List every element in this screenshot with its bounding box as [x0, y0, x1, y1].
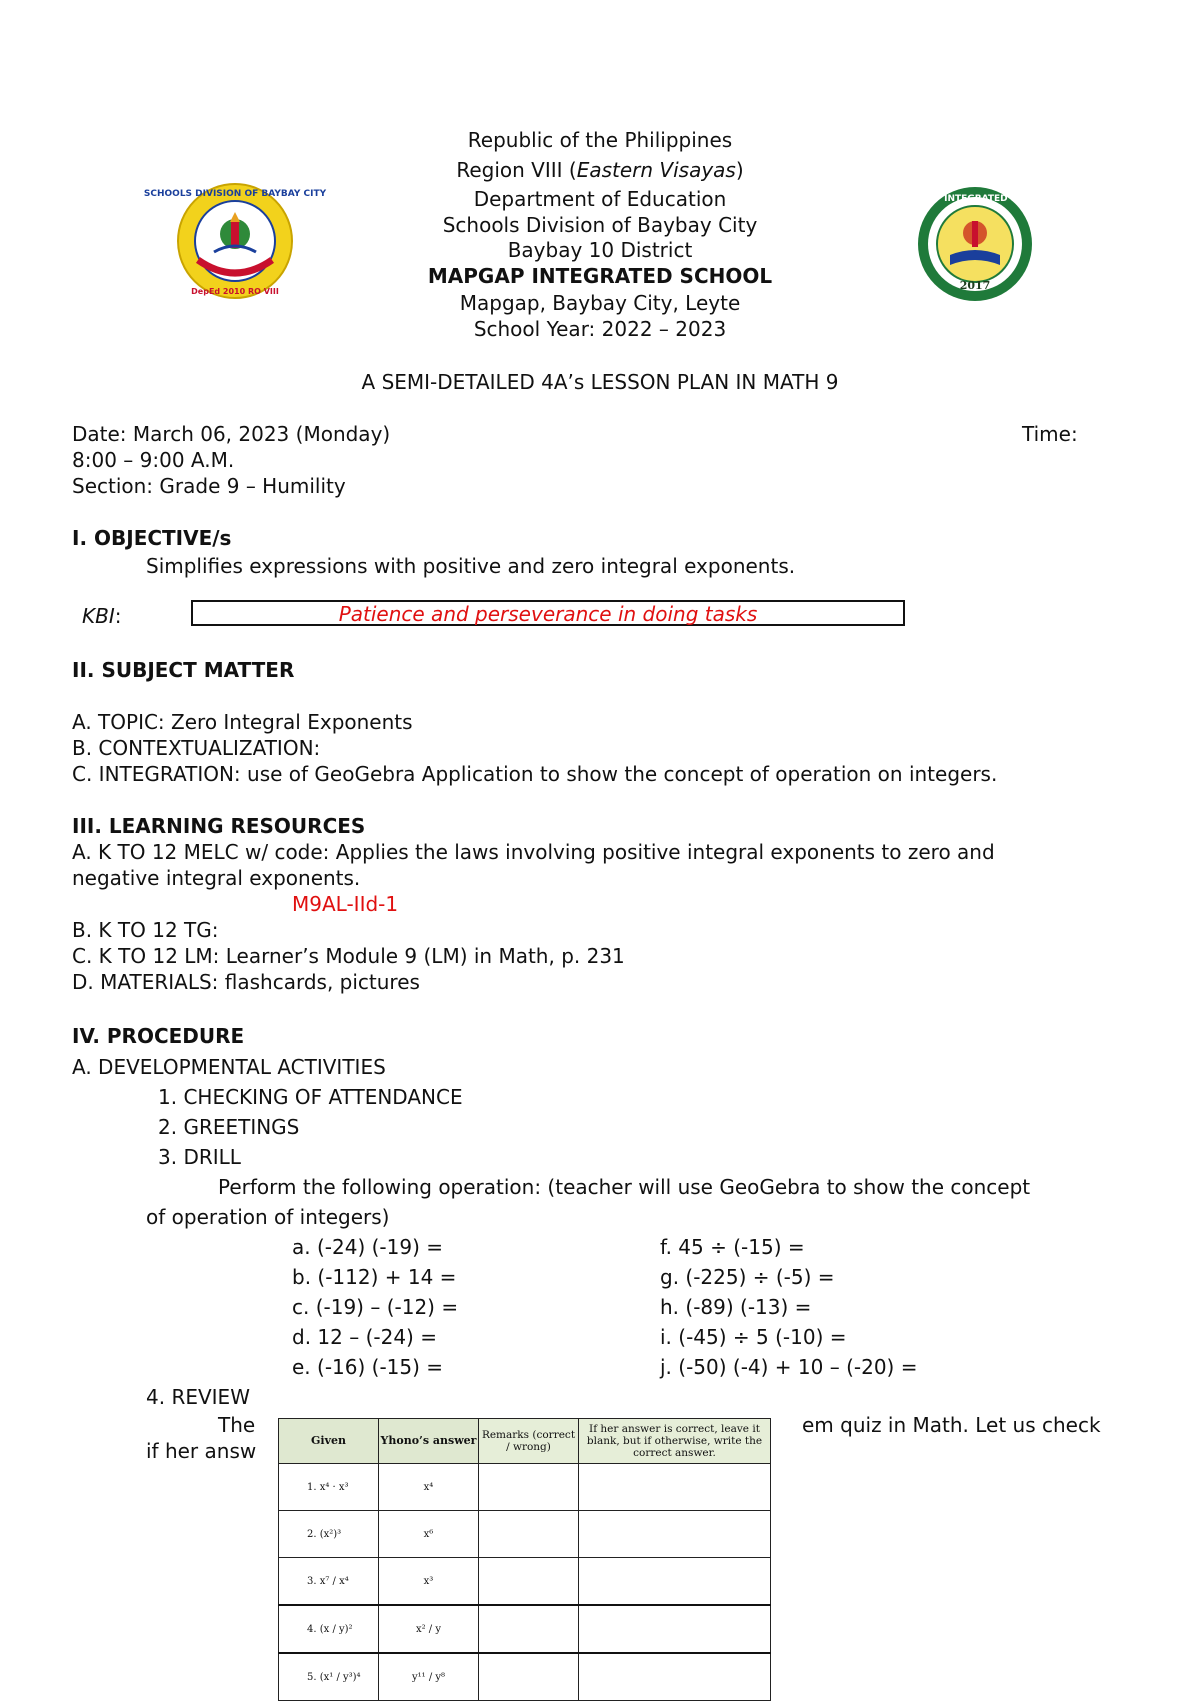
step-attendance: 1. CHECKING OF ATTENDANCE	[158, 1085, 463, 1109]
objectives-heading: I. OBJECTIVE/s	[72, 526, 232, 550]
correction-cell	[579, 1511, 771, 1558]
answer-cell: x⁴	[379, 1464, 479, 1511]
drill-item: h. (-89) (-13) =	[660, 1295, 812, 1319]
resources-materials: D. MATERIALS: flashcards, pictures	[72, 970, 420, 994]
header-region-name: Eastern Visayas	[576, 158, 736, 182]
school-address: Mapgap, Baybay City, Leyte	[459, 291, 741, 315]
drill-item: j. (-50) (-4) + 10 – (-20) =	[660, 1355, 918, 1379]
kbi-colon: :	[114, 604, 122, 628]
drill-item: d. 12 – (-24) =	[292, 1325, 437, 1349]
table-row	[279, 1511, 771, 1558]
resources-melc-line1: A. K TO 12 MELC w/ code: Applies the laws involving positive integral exponents to zero and	[72, 840, 995, 864]
kbi-label-text: KBI	[82, 604, 115, 628]
step-greetings: 2. GREETINGS	[158, 1115, 300, 1139]
page-title: A SEMI-DETAILED 4A’s LESSON PLAN IN MATH 9	[361, 370, 839, 394]
correction-cell	[579, 1653, 771, 1701]
division-logo-bottom-text: DepEd 2010 RO VIII	[191, 287, 279, 296]
remarks-cell	[479, 1558, 579, 1606]
lesson-section: Section: Grade 9 – Humility	[72, 474, 346, 498]
school-name: MAPGAP INTEGRATED SCHOOL	[427, 264, 773, 288]
correction-cell	[579, 1558, 771, 1606]
resources-tg: B. K TO 12 TG:	[72, 918, 219, 942]
division-logo-text: SCHOOLS DIVISION OF BAYBAY CITY	[143, 189, 327, 199]
kbi-box	[191, 600, 905, 626]
remarks-cell	[479, 1511, 579, 1558]
review-table-header	[279, 1419, 771, 1464]
header-region-suffix: )	[735, 158, 744, 182]
school-logo-text: MAPGAP INTEGRATED SCHOOL	[897, 194, 1053, 204]
drill-instruction-line2: of operation of integers)	[146, 1205, 390, 1229]
resources-lm: C. K TO 12 LM: Learner’s Module 9 (LM) in Math, p. 231	[72, 944, 625, 968]
header-region-prefix: Region VIII (	[456, 158, 577, 182]
given-cell: 4. (x / y)²	[279, 1605, 379, 1653]
table-row	[279, 1558, 771, 1606]
resources-heading: III. LEARNING RESOURCES	[72, 814, 366, 838]
header-republic: Republic of the Philippines	[467, 128, 733, 152]
answer-cell: x³	[379, 1558, 479, 1606]
subject-topic: A. TOPIC: Zero Integral Exponents	[72, 710, 413, 734]
col-answer: Yhono’s answer	[379, 1419, 479, 1464]
drill-item: c. (-19) – (-12) =	[292, 1295, 459, 1319]
answer-cell: x⁶	[379, 1511, 479, 1558]
lesson-time-value: 8:00 – 9:00 A.M.	[72, 448, 235, 472]
header-district: Baybay 10 District	[507, 238, 693, 262]
objectives-text: Simplifies expressions with positive and zero integral exponents.	[146, 554, 796, 578]
table-row	[279, 1653, 771, 1701]
given-cell: 1. x⁴ · x³	[279, 1464, 379, 1511]
header-division: Schools Division of Baybay City	[442, 213, 758, 237]
lesson-date: Date: March 06, 2023 (Monday)	[72, 422, 391, 446]
drill-item: a. (-24) (-19) =	[292, 1235, 443, 1259]
developmental-activities: A. DEVELOPMENTAL ACTIVITIES	[72, 1055, 386, 1079]
answer-cell: x² / y	[379, 1605, 479, 1653]
review-text-end: em quiz in Math. Let us check	[802, 1413, 1101, 1437]
melc-code: M9AL-IId-1	[292, 892, 399, 916]
drill-instruction-line1: Perform the following operation: (teacher will use GeoGebra to show the concept	[218, 1175, 1031, 1199]
given-cell: 3. x⁷ / x⁴	[279, 1558, 379, 1606]
resources-melc-line2: negative integral exponents.	[72, 866, 361, 890]
school-year: School Year: 2022 – 2023	[473, 317, 727, 341]
col-given: Given	[279, 1419, 379, 1464]
drill-item: g. (-225) ÷ (-5) =	[660, 1265, 835, 1289]
kbi-value: Patience and perseverance in doing tasks	[338, 602, 758, 626]
header-region	[0, 158, 1200, 182]
step-review: 4. REVIEW	[146, 1385, 250, 1409]
review-text-line2: if her answ	[146, 1439, 257, 1463]
table-row	[279, 1605, 771, 1653]
given-cell: 5. (x¹ / y³)⁴	[279, 1653, 379, 1701]
remarks-cell	[479, 1605, 579, 1653]
correction-cell	[579, 1464, 771, 1511]
header-department: Department of Education	[473, 187, 727, 211]
subject-contextualization: B. CONTEXTUALIZATION:	[72, 736, 321, 760]
step-drill: 3. DRILL	[158, 1145, 241, 1169]
procedure-heading: IV. PROCEDURE	[72, 1024, 245, 1048]
school-logo-year: 2017	[959, 279, 991, 292]
drill-item: b. (-112) + 14 =	[292, 1265, 457, 1289]
col-correction: If her answer is correct, leave it blank, but if otherwise, write the correct answer.	[579, 1419, 771, 1464]
review-text-start: The	[218, 1413, 256, 1437]
table-row	[279, 1464, 771, 1511]
drill-item: i. (-45) ÷ 5 (-10) =	[660, 1325, 847, 1349]
drill-item: e. (-16) (-15) =	[292, 1355, 444, 1379]
subject-integration: C. INTEGRATION: use of GeoGebra Application to show the concept of operation on integers.	[72, 762, 998, 786]
col-remarks: Remarks (correct / wrong)	[479, 1419, 579, 1464]
lesson-time-label: Time:	[1022, 422, 1078, 446]
correction-cell	[579, 1605, 771, 1653]
subject-matter-heading: II. SUBJECT MATTER	[72, 658, 295, 682]
drill-item: f. 45 ÷ (-15) =	[660, 1235, 805, 1259]
given-cell: 2. (x²)³	[279, 1511, 379, 1558]
remarks-cell	[479, 1464, 579, 1511]
answer-cell: y¹¹ / y⁸	[379, 1653, 479, 1701]
kbi-label	[82, 604, 121, 628]
remarks-cell	[479, 1653, 579, 1701]
review-table	[278, 1418, 771, 1701]
